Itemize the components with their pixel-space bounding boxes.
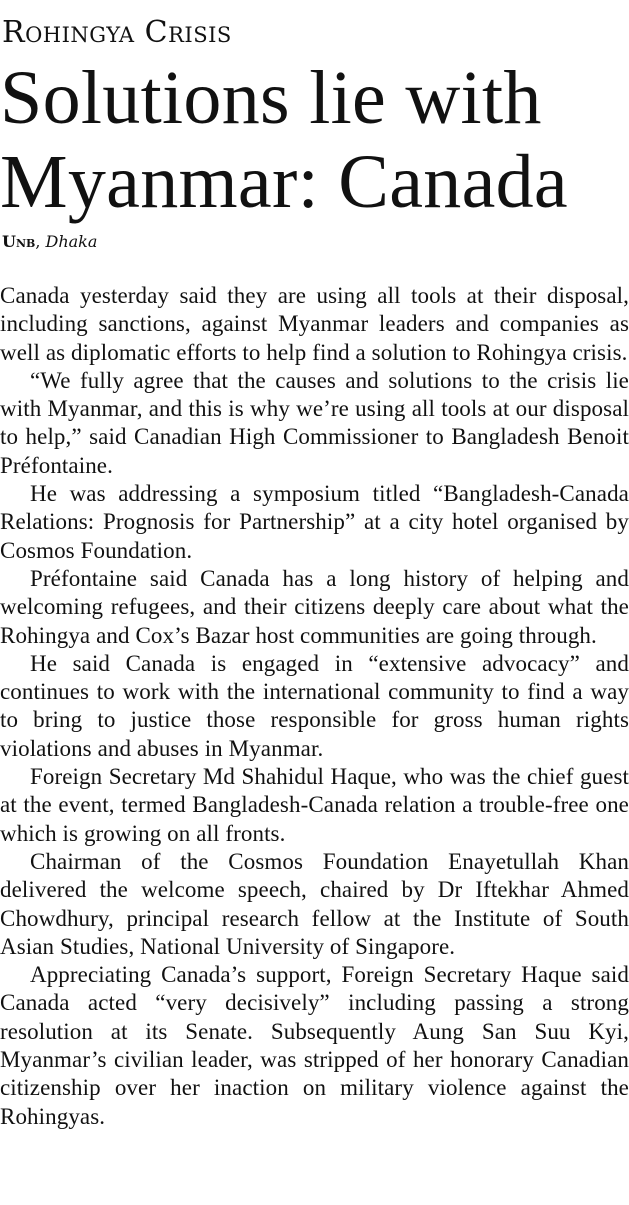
byline-place: Dhaka	[45, 232, 98, 251]
paragraph: He was addressing a symposium titled “Bangladesh-Canada Relations: Prognosis for Partnership” at a city hotel organised by Cosmos Foundation.	[0, 481, 629, 563]
paragraph: Préfontaine said Canada has a long history of helping and welcoming refugees, and their citizens deeply care about what the Rohingya and Cox’s Bazar host communities are going through.	[0, 565, 629, 648]
paragraph: Canada yesterday said they are using all tools at their disposal, including sanctions, against Myanmar leaders and companies as well as diplomatic efforts to help find a solution to Rohingya crisis.	[0, 283, 629, 365]
paragraph: Chairman of the Cosmos Foundation Enayetullah Khan delivered the welcome speech, chaired by Dr Iftekhar Ahmed Chowdhury, principal research fellow at the Institute of South Asian Studies, National University of Singapore.	[0, 848, 629, 959]
headline: Solutions lie with Myanmar: Canada	[0, 56, 568, 224]
byline-separator: ,	[35, 232, 41, 251]
section-kicker: Rohingya Crisis	[2, 15, 232, 50]
paragraph: Foreign Secretary Md Shahidul Haque, who was the chief guest at the event, termed Bangladesh-Canada relation a trouble-free one which is growing on all fronts.	[0, 764, 629, 846]
byline-agency: Unb	[2, 232, 36, 251]
paragraph: He said Canada is engaged in “extensive advocacy” and continues to work with the international community to find a way to bring to justice those responsible for gross human rights violations and abuses in Myanmar.	[0, 650, 629, 761]
paragraph: “We fully agree that the causes and solutions to the crisis lie with Myanmar, and this is why we’re using all tools at our disposal to help,” said Canadian High Commissioner to Bangladesh Benoit Préfontaine.	[0, 367, 629, 478]
byline	[2, 232, 629, 252]
article-body	[0, 282, 629, 1131]
paragraph: Appreciating Canada’s support, Foreign Secretary Haque said Canada acted “very decisively” including passing a strong resolution at its Senate. Subsequently Aung San Suu Kyi, Myanmar’s civilian leader, was stripped of her honorary Canadian citizenship over her inaction on military violence against the Rohingyas.	[0, 962, 629, 1129]
